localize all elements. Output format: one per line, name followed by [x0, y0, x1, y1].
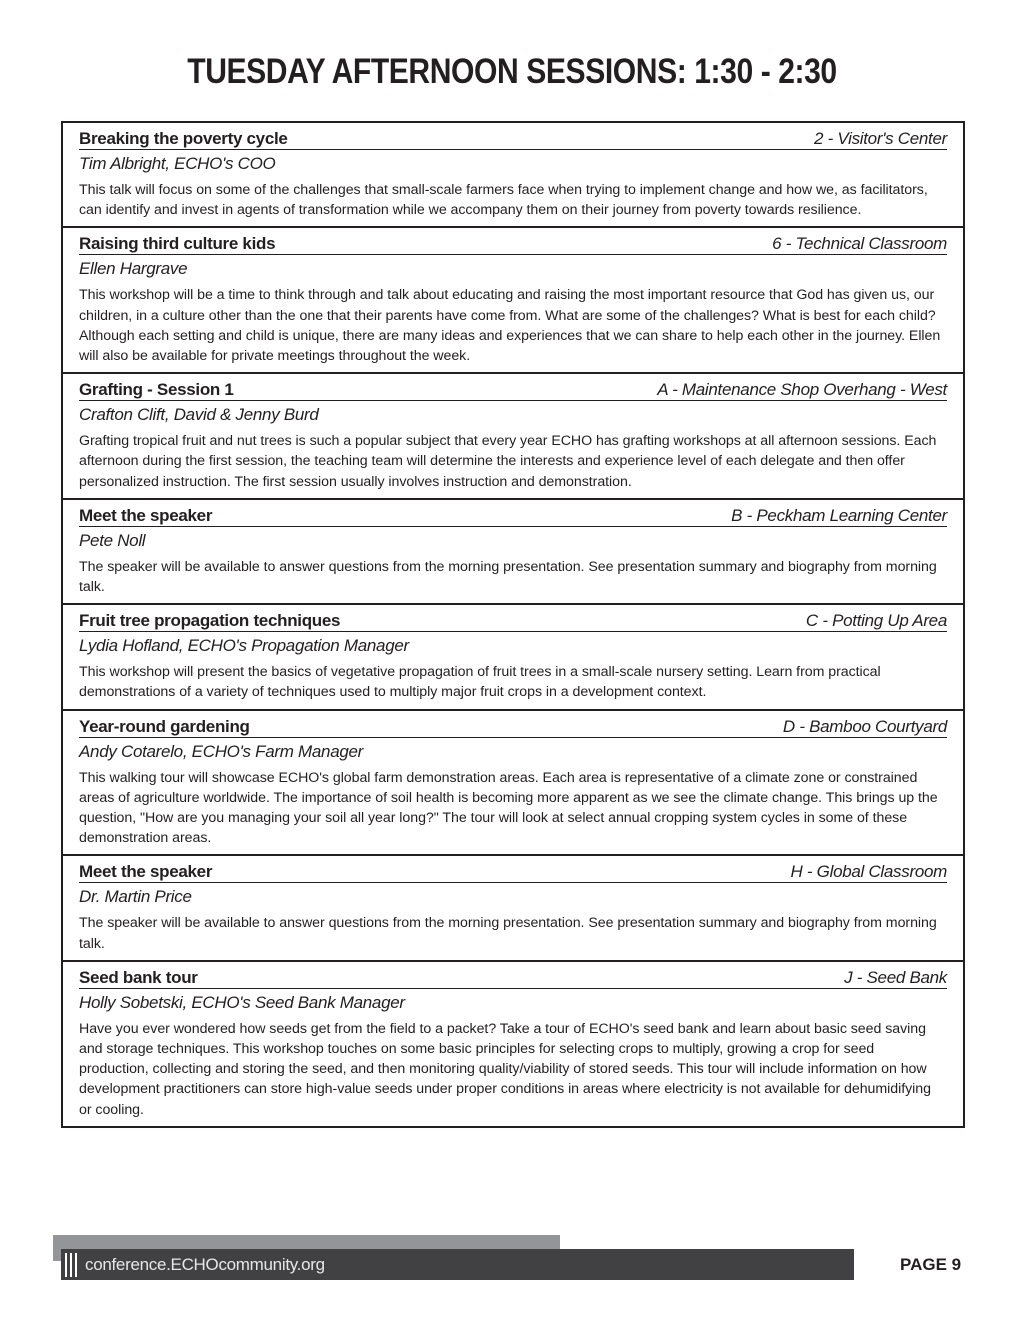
session-block	[63, 374, 963, 500]
session-title: Grafting - Session 1	[79, 380, 234, 400]
session-header	[79, 232, 947, 255]
page-title: TUESDAY AFTERNOON SESSIONS: 1:30 - 2:30	[187, 52, 837, 91]
session-header	[79, 127, 947, 150]
session-block	[63, 856, 963, 961]
session-title: Meet the speaker	[79, 862, 213, 882]
session-description: The speaker will be available to answer questions from the morning presentation. See presentation summary and biography from morning talk.	[79, 558, 937, 596]
session-description: This workshop will present the basics of vegetative propagation of fruit trees in a small-scale nursery setting. Learn from practical demonstrations of a variety of techniques used to multiply major fruit crops in a development context.	[79, 664, 881, 701]
session-speaker: Crafton Clift, David & Jenny Burd	[79, 405, 319, 425]
page-number: PAGE 9	[900, 1255, 962, 1274]
session-description: The speaker will be available to answer questions from the morning presentation. See presentation summary and biography from morning talk.	[79, 915, 937, 952]
session-header	[79, 609, 947, 632]
session-title: Raising third culture kids	[79, 234, 276, 254]
session-location: 6 - Technical Classroom	[772, 234, 947, 254]
session-location: J - Seed Bank	[844, 967, 947, 987]
session-speaker: Andy Cotarelo, ECHO's Farm Manager	[79, 741, 364, 761]
session-title: Seed bank tour	[79, 967, 198, 987]
session-description: Grafting tropical fruit and nut trees is such a popular subject that every year ECHO has grafting workshops at all afternoon sessions. Each afternoon during the first session, the teaching team will determine the interests and experience level of each delegate and then offer personalized instruction. The first session usually involves instruction and demonstration.	[79, 433, 937, 490]
footer-bar	[61, 1249, 854, 1280]
session-speaker: Dr. Martin Price	[79, 887, 192, 907]
session-location: D - Bamboo Courtyard	[782, 716, 947, 736]
session-title: Year-round gardening	[79, 716, 250, 736]
session-title: Meet the speaker	[79, 505, 213, 525]
session-speaker: Ellen Hargrave	[79, 259, 188, 279]
session-block	[63, 500, 963, 605]
session-location: C - Potting Up Area	[805, 611, 947, 631]
session-block	[63, 123, 963, 228]
session-location: 2 - Visitor's Center	[814, 129, 947, 148]
session-header	[79, 966, 947, 989]
session-location: A - Maintenance Shop Overhang - West	[657, 380, 947, 400]
session-header	[79, 378, 947, 401]
session-location: B - Peckham Learning Center	[731, 505, 947, 525]
session-header	[79, 860, 947, 883]
session-block	[63, 605, 963, 710]
session-block	[63, 711, 963, 857]
session-block	[63, 228, 963, 374]
session-block	[63, 962, 963, 1128]
session-speaker: Tim Albright, ECHO's COO	[79, 154, 276, 173]
session-header	[79, 504, 947, 527]
three-vertical-bars-icon	[65, 1253, 77, 1277]
session-title: Breaking the poverty cycle	[79, 129, 288, 148]
session-title: Fruit tree propagation techniques	[79, 611, 341, 631]
session-speaker: Lydia Hofland, ECHO's Propagation Manager	[79, 636, 409, 656]
session-location: H - Global Classroom	[790, 862, 947, 882]
session-description: This workshop will be a time to think through and talk about educating and raising the most important resource that God has given us, our children, in a culture other than the one that their parents have come from. What are some of the challenges? What is best for each child? Although each setting and child is unique, there are many ideas and experiences that we can share to help each other in the journey. Ellen will also be available for private meetings throughout the week.	[79, 287, 941, 365]
footer-url[interactable]: conference.ECHOcommunity.org	[85, 1254, 325, 1274]
sessions-table	[61, 121, 965, 1128]
session-description: Have you ever wondered how seeds get from the field to a packet? Take a tour of ECHO's seed bank and learn about basic seed saving and storage techniques. This workshop touches on some basic principles for selecting crops to multiply, growing a crop for seed production, collecting and storing the seed, and then monitoring quality/viability of stored seeds. This tour will include information on how development practitioners can store high-value seeds under proper conditions in areas where electricity is not available for dehumidifying or cooling.	[79, 1020, 931, 1118]
session-speaker: Pete Noll	[79, 530, 146, 550]
session-description: This walking tour will showcase ECHO's global farm demonstration areas. Each area is representative of a climate zone or constrained areas of agriculture worldwide. The importance of soil health is becoming more apparent as we see the climate change. This brings up the question, "How are you managing your soil all year long?" The tour will look at select annual cropping system cycles in some of these demonstration areas.	[79, 769, 938, 847]
session-speaker: Holly Sobetski, ECHO's Seed Bank Manager	[79, 992, 405, 1012]
session-header	[79, 715, 947, 738]
session-description: This talk will focus on some of the challenges that small-scale farmers face when trying to implement change and how we, as facilitators, can identify and invest in agents of transformation while we accompany them on their journey from poverty towards resilience.	[79, 182, 928, 219]
